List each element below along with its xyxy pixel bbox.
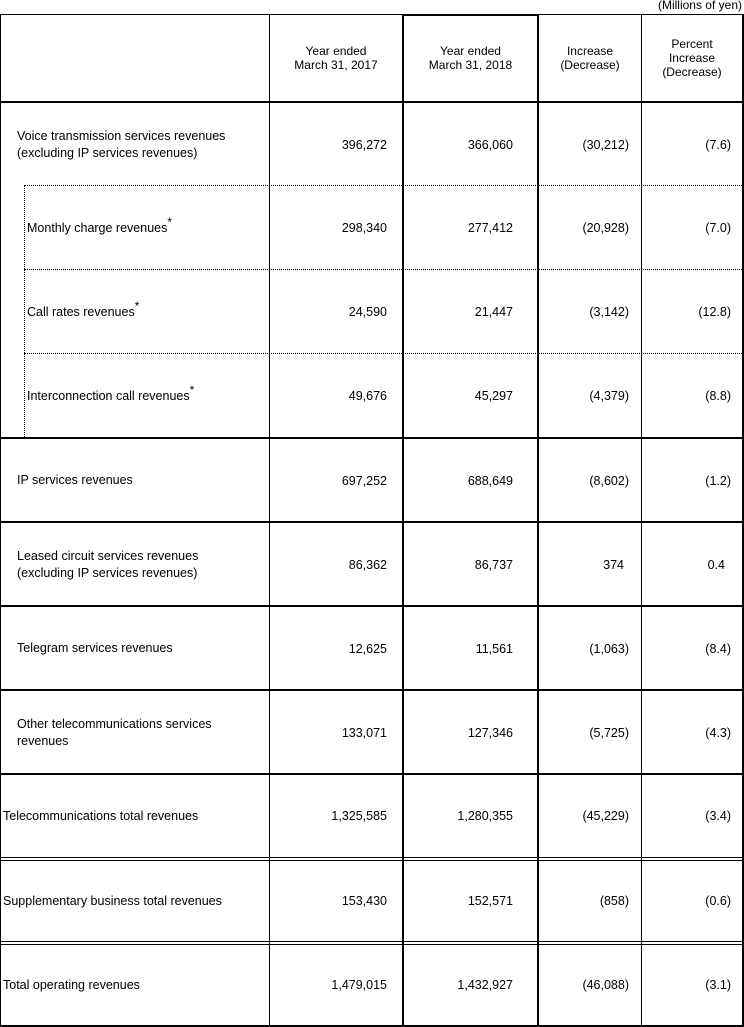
row-label-line: Total operating revenues (3, 977, 140, 992)
row-label-line: Call rates revenues (27, 304, 135, 319)
cell-fy2018: 366,060 (467, 138, 513, 152)
double-divider-a (0, 941, 744, 942)
row-label (0, 186, 269, 270)
cell-change: (46,088) (582, 978, 629, 992)
row-label (0, 270, 269, 354)
unit-label: (Millions of yen) (657, 0, 742, 12)
row-label-total (0, 861, 269, 941)
header-fy2018 (404, 15, 537, 101)
cell-fy2017: 49,676 (348, 389, 387, 403)
cell-change: (20,928) (582, 221, 629, 235)
row-label (0, 354, 269, 438)
cell-fy2018: 152,571 (467, 894, 513, 908)
footnote-marker: * (134, 298, 140, 313)
cell-change: (5,725) (589, 725, 629, 740)
row-label-line: Telecommunications total revenues (3, 808, 199, 823)
row-label-line: Voice transmission services revenues (17, 129, 226, 143)
cell-change: (858) (599, 894, 629, 908)
cell-percent: (8.8) (705, 389, 731, 403)
cell-fy2018: 127,346 (467, 725, 513, 740)
cell-fy2018: 11,561 (475, 641, 513, 656)
cell-percent: (0.6) (705, 894, 731, 908)
cell-fy2017: 133,071 (341, 725, 387, 740)
cell-percent: (7.0) (705, 221, 731, 235)
cell-fy2017: 1,479,015 (331, 978, 387, 992)
header-change (539, 15, 641, 101)
cell-fy2018: 45,297 (474, 389, 513, 403)
cell-fy2018: 688,649 (467, 473, 513, 488)
cell-percent: (8.4) (705, 641, 731, 656)
cell-fy2017: 24,590 (348, 305, 387, 319)
row-label (0, 523, 269, 606)
row-label (0, 691, 269, 774)
cell-change: (1,063) (589, 641, 629, 656)
cell-change: 374 (603, 557, 624, 572)
row-label-line: Interconnection call revenues (27, 388, 190, 403)
header-text: (Decrease) (662, 65, 722, 79)
double-divider-a (0, 857, 744, 858)
header-fy2017 (270, 15, 402, 101)
row-label-total (0, 775, 269, 857)
row-label-line: Leased circuit services revenues (17, 548, 199, 563)
cell-percent: (12.8) (698, 305, 731, 319)
cell-fy2017: 298,340 (341, 221, 387, 235)
cell-change: (3,142) (589, 305, 629, 319)
header-text: Increase (566, 44, 613, 58)
cell-percent: (7.6) (705, 138, 731, 152)
cell-percent: (4.3) (705, 725, 731, 740)
row-label (0, 439, 269, 522)
cell-percent: (3.1) (705, 978, 731, 992)
header-text: Percent (671, 37, 713, 51)
row-label-line: (excluding IP services revenues) (17, 146, 198, 160)
header-text: Year ended (305, 44, 367, 58)
row-label-line: (excluding IP services revenues) (17, 565, 198, 580)
row-label-line: Monthly charge revenues (27, 220, 168, 235)
row-label-line: IP services revenues (17, 473, 133, 487)
cell-fy2017: 697,252 (341, 473, 387, 488)
cell-change: (45,229) (582, 809, 629, 823)
cell-fy2017: 1,325,585 (331, 809, 387, 823)
row-label-line: revenues (17, 733, 69, 748)
cell-percent: (3.4) (705, 809, 731, 823)
cell-percent: 0.4 (707, 557, 725, 572)
cell-change: (8,602) (589, 473, 629, 488)
header-percent (642, 15, 742, 101)
revenue-table (0, 14, 744, 1027)
row-label (0, 103, 269, 187)
cell-fy2018: 277,412 (467, 221, 513, 235)
cell-change: (4,379) (589, 389, 629, 403)
cell-fy2017: 12,625 (348, 641, 387, 656)
row-label-total (0, 945, 269, 1025)
footnote-marker: * (167, 214, 173, 229)
cell-fy2018: 1,432,927 (457, 978, 513, 992)
footnote-marker: * (189, 382, 195, 397)
cell-fy2018: 1,280,355 (457, 809, 513, 823)
header-text: (Decrease) (560, 58, 620, 72)
header-text: March 31, 2018 (428, 58, 513, 72)
header-text: March 31, 2017 (294, 58, 378, 72)
cell-fy2017: 86,362 (348, 557, 387, 572)
cell-fy2017: 396,272 (341, 138, 387, 152)
header-text: Increase (668, 51, 715, 65)
cell-fy2017: 153,430 (341, 894, 387, 908)
cell-percent: (1.2) (705, 473, 731, 488)
row-label-line: Other telecommunications services (17, 716, 212, 731)
cell-fy2018: 86,737 (474, 557, 513, 572)
cell-fy2018: 21,447 (474, 305, 513, 319)
header-text: Year ended (440, 44, 501, 58)
row-label (0, 607, 269, 690)
row-label-line: Supplementary business total revenues (3, 893, 222, 908)
cell-change: (30,212) (582, 138, 629, 152)
row-label-line: Telegram services revenues (17, 641, 173, 655)
